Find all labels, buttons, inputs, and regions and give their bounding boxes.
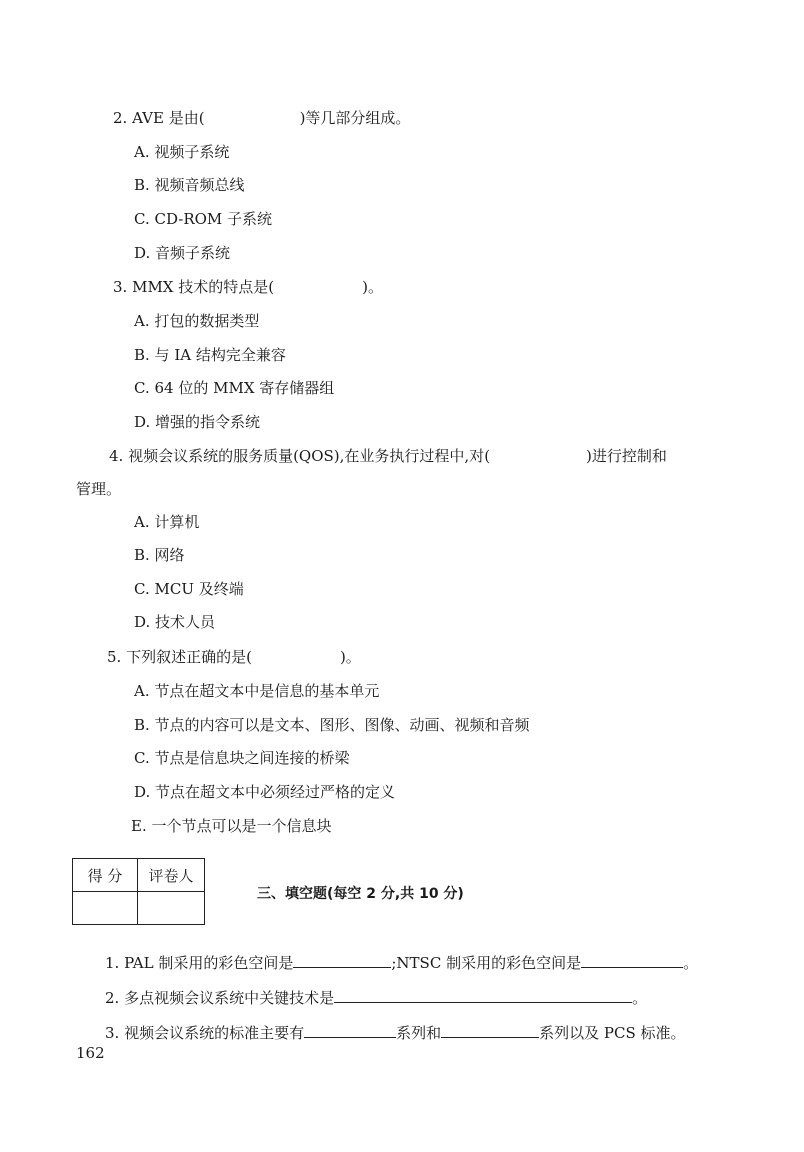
page-number: 162 — [76, 1044, 105, 1062]
fill-question-3-text-end: 系列以及 PCS 标准。 — [539, 1024, 686, 1042]
question-3-option-a: A. 打包的数据类型 — [134, 312, 260, 330]
question-4-stem-start: 4. 视频会议系统的服务质量(QOS),在业务执行过程中,对( — [109, 447, 491, 465]
fill-question-3-blank-1[interactable] — [304, 1021, 396, 1038]
question-4-stem-end: )进行控制和 — [586, 447, 667, 465]
question-4-option-a: A. 计算机 — [134, 513, 200, 531]
question-4-stem-continuation: 管理。 — [76, 480, 122, 498]
question-3-stem-start: 3. MMX 技术的特点是( — [113, 278, 275, 296]
question-5-option-a: A. 节点在超文本中是信息的基本单元 — [134, 682, 380, 700]
question-4-option-c: C. MCU 及终端 — [134, 580, 244, 598]
question-5-option-d: D. 节点在超文本中必须经过严格的定义 — [134, 783, 396, 801]
grader-cell[interactable] — [138, 892, 205, 925]
fill-question-2-blank[interactable] — [334, 986, 632, 1003]
fill-question-1-text-middle: ;NTSC 制采用的彩色空间是 — [391, 954, 582, 972]
fill-question-2-text-start: 2. 多点视频会议系统中关键技术是 — [105, 989, 335, 1007]
section-3-title: 三、填空题(每空 2 分,共 10 分) — [257, 886, 464, 902]
grader-header: 评卷人 — [138, 859, 205, 892]
question-5-option-e: E. 一个节点可以是一个信息块 — [131, 817, 332, 835]
fill-question-1-text-start: 1. PAL 制采用的彩色空间是 — [105, 954, 294, 972]
fill-question-1-blank-1[interactable] — [293, 951, 391, 968]
question-3-option-b: B. 与 IA 结构完全兼容 — [134, 346, 286, 364]
question-2-stem-start: 2. AVE 是由( — [113, 109, 205, 127]
score-header: 得 分 — [73, 859, 138, 892]
question-3 — [113, 277, 383, 297]
question-4-option-b: B. 网络 — [134, 546, 185, 564]
question-5-option-c: C. 节点是信息块之间连接的桥梁 — [134, 749, 350, 767]
question-4-option-d: D. 技术人员 — [134, 613, 216, 631]
question-3-option-d: D. 增强的指令系统 — [134, 413, 261, 431]
fill-question-2 — [105, 986, 647, 1008]
fill-question-3 — [105, 1021, 686, 1043]
question-2 — [113, 108, 410, 128]
question-3-option-c: C. 64 位的 MMX 寄存储器组 — [134, 379, 335, 397]
question-5-stem-end: )。 — [339, 648, 361, 666]
question-2-option-d: D. 音频子系统 — [134, 244, 231, 262]
score-cell[interactable] — [73, 892, 138, 925]
fill-question-1 — [105, 951, 698, 973]
question-5-option-b: B. 节点的内容可以是文本、图形、图像、动画、视频和音频 — [134, 716, 530, 734]
question-2-option-c: C. CD-ROM 子系统 — [134, 210, 273, 228]
question-2-option-a: A. 视频子系统 — [134, 143, 230, 161]
question-5-stem-start: 5. 下列叙述正确的是( — [107, 648, 252, 666]
question-3-stem-end: )。 — [362, 278, 383, 296]
question-2-stem-end: )等几部分组成。 — [299, 109, 411, 127]
fill-question-1-blank-2[interactable] — [581, 951, 683, 968]
fill-question-1-text-end: 。 — [683, 954, 699, 972]
fill-question-3-text-middle: 系列和 — [396, 1024, 442, 1042]
question-2-option-b: B. 视频音频总线 — [134, 176, 245, 194]
question-4 — [109, 446, 667, 466]
question-5 — [107, 647, 361, 667]
fill-question-2-text-end: 。 — [632, 989, 648, 1007]
score-table — [72, 858, 205, 925]
fill-question-3-blank-2[interactable] — [441, 1021, 539, 1038]
fill-question-3-text-start: 3. 视频会议系统的标准主要有 — [105, 1024, 305, 1042]
